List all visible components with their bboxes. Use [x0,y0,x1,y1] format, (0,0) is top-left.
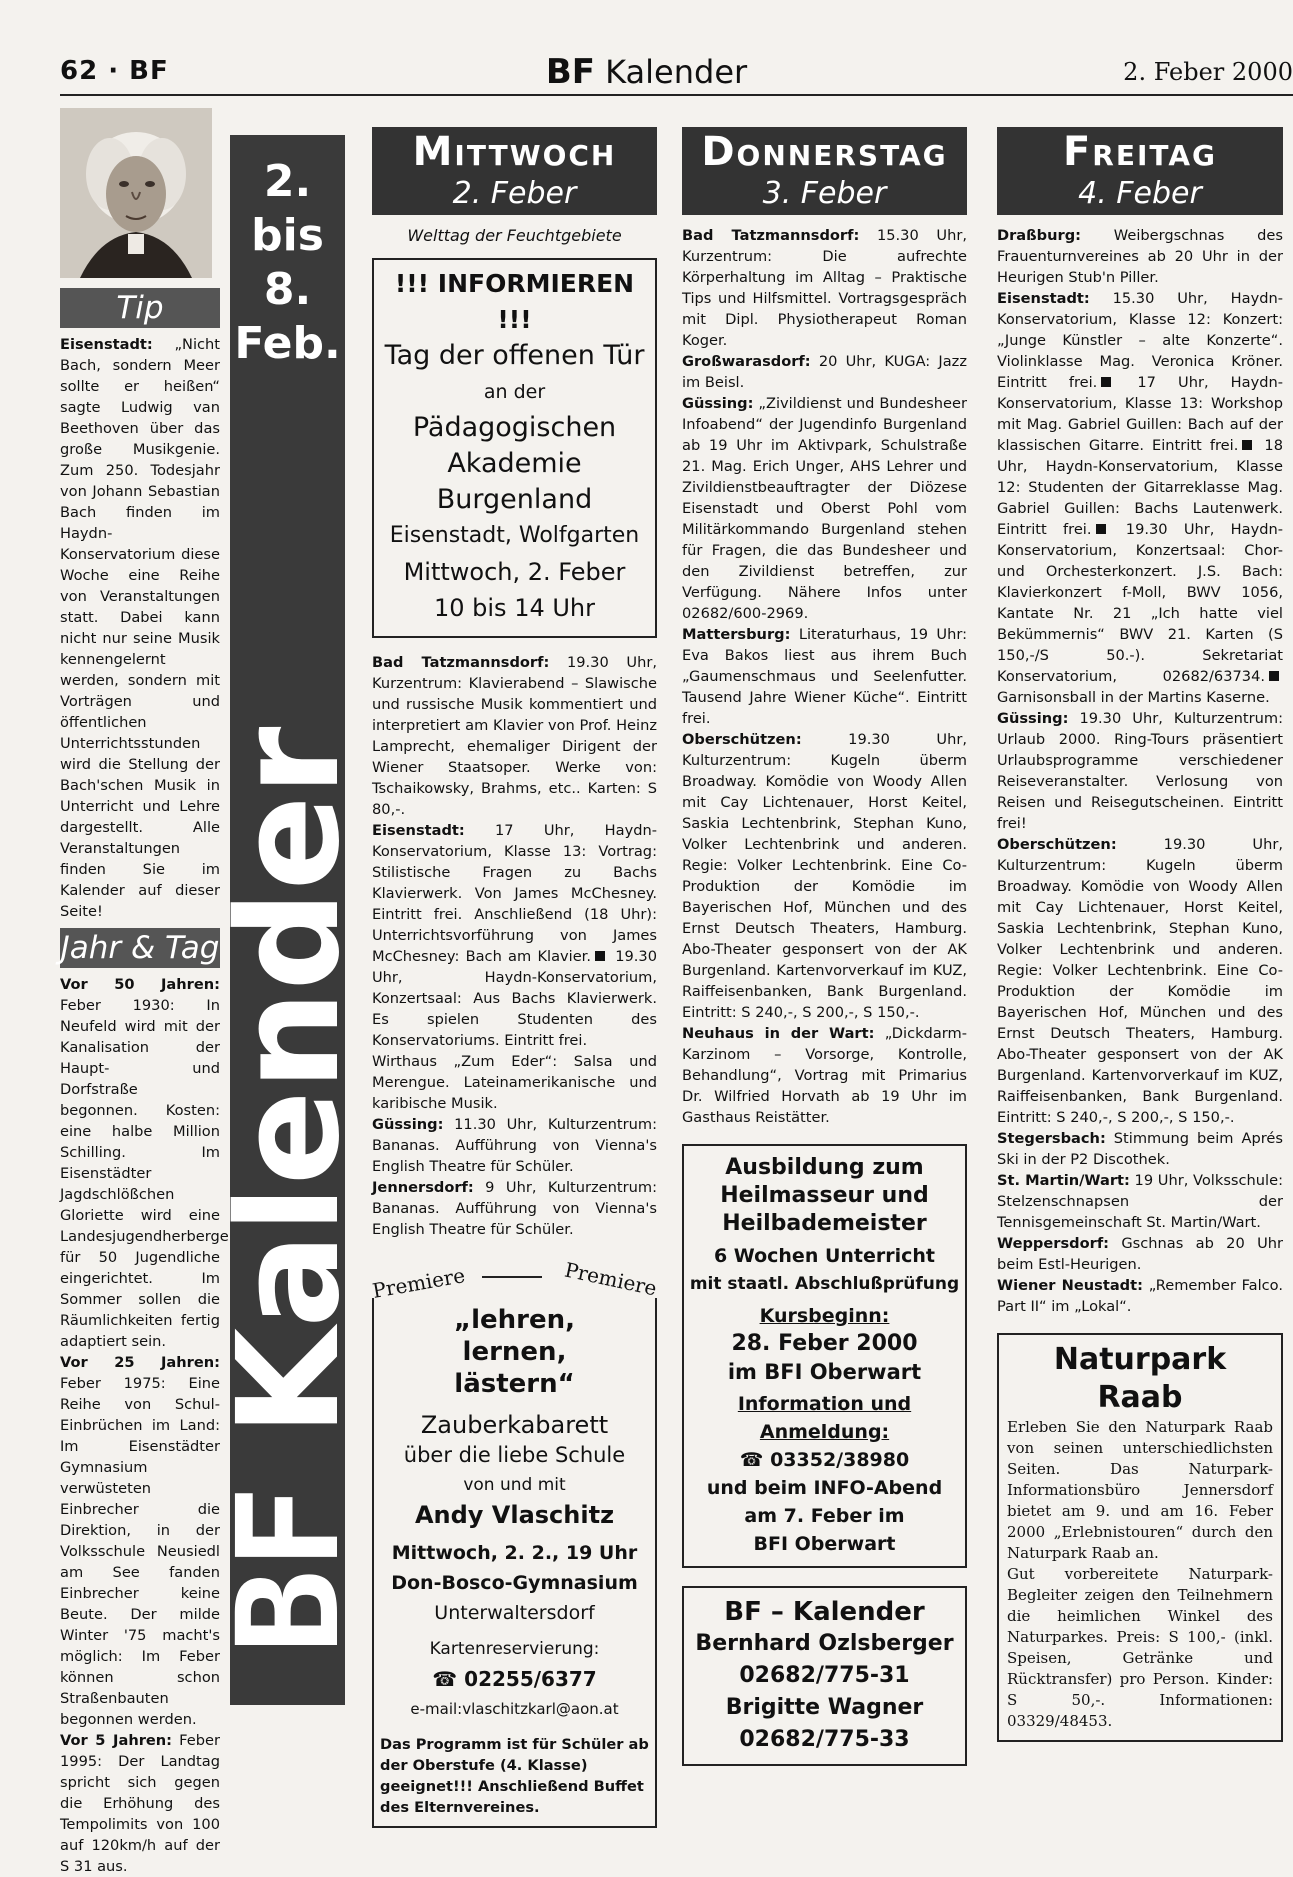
event-town: Güssing: [682,395,754,412]
event-text: 15.30 Uhr, Kurzentrum: Die aufrechte Körperhaltung im Alltag – Praktische Tips und Hilfsmittel. Vortragsgespräch mit Dipl. Physiotherapeut Roman Koger. [682,227,967,349]
header-title-text: Kalender [605,53,748,91]
day-date: 2. Feber [452,176,577,211]
header-date: 2. Feber 2000 [1123,58,1293,86]
page-header [60,52,1293,96]
ad-line: 6 Wochen Unterricht [713,1245,936,1267]
premiere-rule [482,1276,542,1278]
event-town: St. Martin/Wart: [997,1172,1130,1189]
event-text: Stimmung beim Aprés Ski in der P2 Discothek. [997,1130,1283,1168]
bach-portrait [60,108,212,278]
event-town: Draßburg: [997,227,1081,244]
jahr-text: Feber 1995: Der Landtag spricht sich gegen die Erhöhung des Tempolimits von 100 auf 120km/h auf der S 31 aus. [60,1732,220,1875]
premiere-email: e-mail:vlaschitzkarl@aon.at [410,1700,619,1718]
promo-line: Mittwoch, 2. Feber [403,558,626,586]
tip-paragraph [60,334,220,922]
donnerstag-entries [682,225,967,1128]
page-number: 62 · BF [60,56,169,86]
ad-line: 28. Feber 2000 [731,1331,918,1356]
separator-square [1242,440,1252,450]
contact-title [688,1596,961,1628]
jahr-item [60,1352,220,1730]
jahr-text: Feber 1930: In Neufeld wird mit der Kanalisation der Haupt- und Dorfstraße begonnen. Kosten: eine halbe Million Schilling. Im Eisenstädter Jagdschlößchen Gloriette wird eine Landesjugendherberge für 50 Jugendliche eingerichtet. Im Sommer sollen die Räumlichkeiten fertig adaptiert sein. [60,997,229,1350]
premiere-title: „lehren, lernen, lästern“ [454,1305,575,1399]
premiere-line: Zauberkabarett [420,1411,609,1439]
header-title [60,52,1233,92]
event-entry [372,652,657,820]
phone-icon: ☎ [432,1667,465,1691]
event-text: Weibergschnas des Frauenturnvereines ab 20 Uhr in der Heurigen Stub'n Piller. [997,227,1283,286]
promo-line: 10 bis 14 Uhr [433,594,595,622]
jahr-title: Jahr & Tag [60,930,220,966]
separator-square [1101,377,1111,387]
event-town: Mattersburg: [682,626,791,643]
kalender-side-band [208,135,371,1705]
promo-line: Tag der offenen Tür [384,340,645,371]
ad-line: Anmeldung: [759,1421,890,1443]
mittwoch-header [372,127,657,215]
jahr-item [60,1730,220,1877]
event-text: 20 Uhr, KUGA: Jazz im Beisl. [682,353,967,391]
event-town: Eisenstadt: [997,290,1090,307]
left-column [60,108,229,1875]
day-date: 3. Feber [762,176,887,211]
phone-number: 03352/38980 [770,1449,910,1471]
day-name: Mittwoch [412,129,617,175]
event-town: Güssing: [997,710,1069,727]
event-entry [997,225,1283,288]
tip-title: Tip [60,288,220,328]
informieren-box [372,258,657,638]
day-date: 4. Feber [1078,176,1202,211]
event-town: Weppersdorf: [997,1235,1110,1252]
premiere-tags [370,1254,659,1303]
tip-town: Eisenstadt: [60,336,153,353]
ad-line: mit staatl. Abschlußprüfung [689,1274,960,1294]
event-entry [682,1023,967,1128]
ad-line: Heilbademeister [722,1211,927,1236]
naturpark-title: Naturpark Raab [1053,1342,1227,1415]
naturpark-text: Gut vorbereitete Naturpark-Begleiter zeigen den Teilnehmern die heimlichen Winkel des Naturparkes. Preis: S 100,- (inkl. Speisen, Getränke und Rücktransfer) pro Person. Kinder: S 50,-. Informationen: 03329/48453. [1007,1565,1273,1730]
ad-line: Ausbildung zum [725,1155,924,1180]
premiere-tag-right: Premiere [562,1257,659,1301]
event-entry [682,393,967,624]
event-town: Bad Tatzmannsdorf: [682,227,860,244]
event-text: 19.30 Uhr, Haydn-Konservatorium, Konzertsaal: Aus Bachs Klavierwerk. Es spielen Studenten des Konservatoriums. Eintritt frei. [372,948,657,1049]
premiere-tag-left: Premiere [370,1263,467,1303]
separator-square [1269,671,1279,681]
event-town: Eisenstadt: [372,822,465,839]
event-entry [997,834,1283,1128]
date-range [230,155,345,371]
premiere-content [372,1298,657,1828]
event-text: 19.30 Uhr, Haydn-Konservatorium, Konzertsaal: Chor- und Orchesterkonzert. J.S. Bach: Klavierkonzert f-Moll, BWV 1056, Kantate Nr. 21 „Ich hatte viel Bekümmernis“ BWV 21. Karten (S 150,-/S 50.-). Sekretariat Konservatorium, 02682/63734. [997,521,1284,685]
event-entry [682,729,967,1023]
premiere-note: Das Programm ist für Schüler ab der Oberstufe (4. Klasse) geeignet!!! Anschließend Buffet des Elternvereines. [380,1736,649,1816]
vertical-kalender-word [208,590,371,1790]
premiere-line: Don-Bosco-Gymnasium [391,1572,638,1594]
event-entry [997,288,1283,708]
premiere-line: Mittwoch, 2. 2., 19 Uhr [391,1542,638,1564]
day-name: Freitag [1062,129,1217,175]
event-entry [682,624,967,729]
event-town: Güssing: [372,1116,444,1133]
contact-name: Brigitte Wagner [725,1695,924,1720]
event-entry [997,1275,1283,1317]
donnerstag-header [682,127,967,215]
range-line: bis [251,210,324,261]
freitag-header [997,127,1283,215]
event-text: Literaturhaus, 19 Uhr: Eva Bakos liest aus ihrem Buch „Gaumenschmaus und Seelenfutter. Tausend Jahre Wiener Küche“. Eintritt frei. [682,626,967,727]
promo-line: Akademie Burgenland [436,448,593,515]
promo-line: Eisenstadt, Wolfgarten [389,523,640,548]
event-town: Großwarasdorf: [682,353,811,370]
event-entry [682,225,967,351]
promo-head: !!! INFORMIEREN !!! [394,269,635,334]
range-line: Feb. [234,318,341,369]
event-text: 11.30 Uhr, Kulturzentrum: Bananas. Aufführung von Vienna's English Theatre für Schüler. [372,1116,657,1175]
event-town: Oberschützen: [682,731,802,748]
event-town: Bad Tatzmannsdorf: [372,654,550,671]
ad-phone [688,1446,961,1474]
event-text: 17 Uhr, Haydn-Konservatorium, Klasse 13: Vortrag: Stilistische Fragen zu Bachs Klavierwerk. Von James McChesney. Eintritt frei. Anschließend (18 Uhr): Unterrichtsvorführung von James McChesney: Bach am Klavier. [372,822,657,965]
event-text: 19.30 Uhr, Kulturzentrum: Urlaub 2000. Ring-Tours präsentiert Urlaubsprogramme verschiedener Reiseveranstalter. Verlosung von Reisen und Reisegutscheinen. Eintritt frei! [997,710,1283,832]
jahr-year: Vor 50 Jahren: [60,976,220,993]
separator-square [595,951,605,961]
event-text: „Remember Falco. Part II“ im „Lokal“. [997,1277,1283,1315]
jahr-year: Vor 25 Jahren: [60,1354,220,1371]
contact-name: Bernhard Ozlsberger [695,1631,954,1656]
event-entry [997,708,1283,834]
jahr-item [60,974,229,1352]
event-text: „Zivildienst und Bundesheer Infoabend“ der Jugendinfo Burgenland ab 19 Uhr im Aktivpark, Schulstraße 21. Mag. Erich Unger, AHS Lehrer und Zivildienstbeauftragter der Diözese Eisenstadt und Oberst Pohl vom Militärkommando Burgenland stehen für Fragen, die das Bundesheer und den Zivildienst betreffen, zur Verfügung. Nähere Infos unter 02682/600-2969. [682,395,967,622]
separator-square [1096,524,1106,534]
jahr-text: Feber 1975: Eine Reihe von Schul-Einbrüchen im Land: Im Eisenstädter Gymnasium verwüsteten Einbrecher die Direktion, in der Volksschule Neusiedl am See fanden Einbrecher keine Beute. Der milde Winter '75 macht's möglich: Im Feber können schon Straßenbauten begonnen werden. [60,1375,220,1728]
premiere-name: Andy Vlaschitz [414,1501,615,1529]
mittwoch-entries [372,652,657,1240]
event-town: Neuhaus in der Wart: [682,1025,875,1042]
premiere-line: über die liebe Schule [403,1443,626,1467]
event-entry [997,1233,1283,1275]
event-text: Garnisonsball in der Martins Kaserne. [997,689,1270,706]
mittwoch-column [370,127,659,1816]
event-entry [372,1051,657,1114]
event-text: „Dickdarm-Karzinom – Vorsorge, Kontrolle, Behandlung“, Vortrag mit Primarius Dr. Wilfried Horvath ab 19 Uhr im Gasthaus Reistätter. [682,1025,967,1126]
event-text: 19 Uhr, Volksschule: Stelzenschnapsen der Tennisgemeinschaft St. Martin/Wart. [997,1172,1283,1231]
heilmasseur-ad [682,1144,967,1568]
naturpark-text: Erleben Sie den Naturpark Raab von seinen unterschiedlichsten Seiten. Das Naturpark-Informationsbüro Jennersdorf bietet am 9. und am 16. Feber 2000 „Erlebnistouren“ durch den Naturpark Raab an. [1007,1418,1273,1562]
contact-brand: BF [724,1597,762,1627]
premiere-line: von und mit [463,1475,566,1495]
event-entry [682,351,967,393]
jahr-year: Vor 5 Jahren: [60,1732,173,1749]
event-text: 19.30 Uhr, Kurzentrum: Klavierabend – Slawische und russische Musik kommentiert und interpretiert am Klavier von Prof. Heinz Lamprecht, ehemaliger Dirigent der Wiener Staatsoper. Werke von: Tschaikowsky, Brahms, etc.. Karten: S 80,-. [372,654,657,818]
premiere-line: Unterwaltersdorf [434,1602,595,1624]
event-town: Wiener Neustadt: [997,1277,1143,1294]
event-entry [997,1128,1283,1170]
event-entry [997,1170,1283,1233]
premiere-box [372,1254,657,1828]
event-text: 17 Uhr, Haydn-Konservatorium, Klasse 13: Workshop mit Mag. Gabriel Guillen: Bach auf der klassischen Gitarre. Eintritt frei. [997,374,1284,454]
event-entry [372,1114,657,1177]
ad-line: Information und [737,1393,912,1415]
event-text: 19.30 Uhr, Kulturzentrum: Kugeln überm Broadway. Komödie von Woody Allen mit Cay Lichtenauer, Horst Keitel, Saskia Lechtenbrink, Stephan Kuno, Volker Lechtenbrink und anderen. Regie: Volker Lechtenbrink. Eine Co-Produktion der Komödie im Bayerischen Hof, München und des Ernst Deutsch Theaters, Hamburg. Abo-Theater gesponsert von der AK Burgenland. Kartenvorverkauf im KUZ, Raiffeisenbanken, Bank Burgenland. Eintritt: S 240,-, S 200,-, S 150,-. [997,836,1283,1126]
phone-number: 02255/6377 [464,1667,597,1691]
donnerstag-column [682,127,967,1777]
welttag: Welttag der Feuchtgebiete [407,226,622,245]
contact-phone: 02682/775-33 [739,1727,910,1752]
band-word: Kalender [208,726,371,1437]
event-text: 18 Uhr, Haydn-Konservatorium, Klasse 12: Studenten der Gitarreklasse Mag. Gabriel Guillen: Bachs Lautenwerk. Eintritt frei. [997,437,1283,538]
phone-icon: ☎ [739,1449,771,1471]
premiere-phone [380,1664,649,1694]
day-name: Donnerstag [701,129,948,175]
promo-line: Pädagogischen [412,412,617,443]
premiere-line: Kartenreservierung: [429,1639,600,1659]
contact-title-text: – Kalender [761,1597,925,1627]
event-text: 15.30 Uhr, Haydn-Konservatorium, Klasse 12: Konzert: „Junge Künstler – alte Konzerte“. Violinklasse Mag. Veronica Kröner. Eintritt frei. [997,290,1283,391]
ad-line: im BFI Oberwart [727,1360,922,1384]
event-town: Jennersdorf: [372,1179,474,1196]
range-line: 2. [263,156,312,207]
event-text: Wirthaus „Zum Eder“: Salsa und Merengue. Lateinamerikanische und karibische Musik. [372,1053,657,1112]
ad-line: am 7. Feber im [744,1505,905,1527]
range-line: 8. [263,264,312,315]
freitag-entries [997,225,1283,1317]
ad-line: und beim INFO-Abend [706,1477,943,1499]
naturpark-box [997,1333,1283,1742]
ad-line: Kursbeginn: [759,1305,890,1327]
event-town: Oberschützen: [997,836,1117,853]
ad-line: Heilmasseur und [720,1183,929,1208]
event-town: Stegersbach: [997,1130,1106,1147]
promo-line: an der [483,381,546,403]
event-entry [372,820,657,1051]
event-text: 19.30 Uhr, Kulturzentrum: Kugeln überm Broadway. Komödie von Woody Allen mit Cay Lichtenauer, Horst Keitel, Saskia Lechtenbrink, Stephan Kuno, Volker Lechtenbrink und anderen. Regie: Volker Lechtenbrink. Eine Co-Produktion der Komödie im Bayerischen Hof, München und des Ernst Deutsch Theaters, Hamburg. Abo-Theater gesponsert von der AK Burgenland. Kartenvorverkauf im KUZ, Raiffeisenbanken, Bank Burgenland. Eintritt: S 240,-, S 200,-, S 150,-. [682,731,967,1021]
header-brand: BF [545,52,595,92]
band-brand: BF [208,1484,371,1654]
contact-phone: 02682/775-31 [739,1663,910,1688]
event-text: Gschnas ab 20 Uhr beim Estl-Heurigen. [997,1235,1283,1273]
ad-line: BFI Oberwart [753,1533,896,1555]
freitag-column [997,127,1283,1777]
event-text: 9 Uhr, Kulturzentrum: Bananas. Aufführung von Vienna's English Theatre für Schüler. [372,1179,657,1238]
event-entry [372,1177,657,1240]
tip-text: „Nicht Bach, sondern Meer sollte er heißen“ sagte Ludwig van Beethoven über das große Musikgenie. Zum 250. Todesjahr von Johann Sebastian Bach finden im Haydn-Konservatorium diese Woche eine Reihe von Veranstaltungen statt. Dabei kann nicht nur seine Musik kennengelernt werden, sondern mit Vorträgen und öffentlichen Unterrichtsstunden wird die Stellung der Bach'schen Musik in Unterricht und Lehre dargestellt. Alle Veranstaltungen finden Sie im Kalender auf dieser Seite! [60,336,220,920]
bf-kalender-contact [682,1586,967,1766]
